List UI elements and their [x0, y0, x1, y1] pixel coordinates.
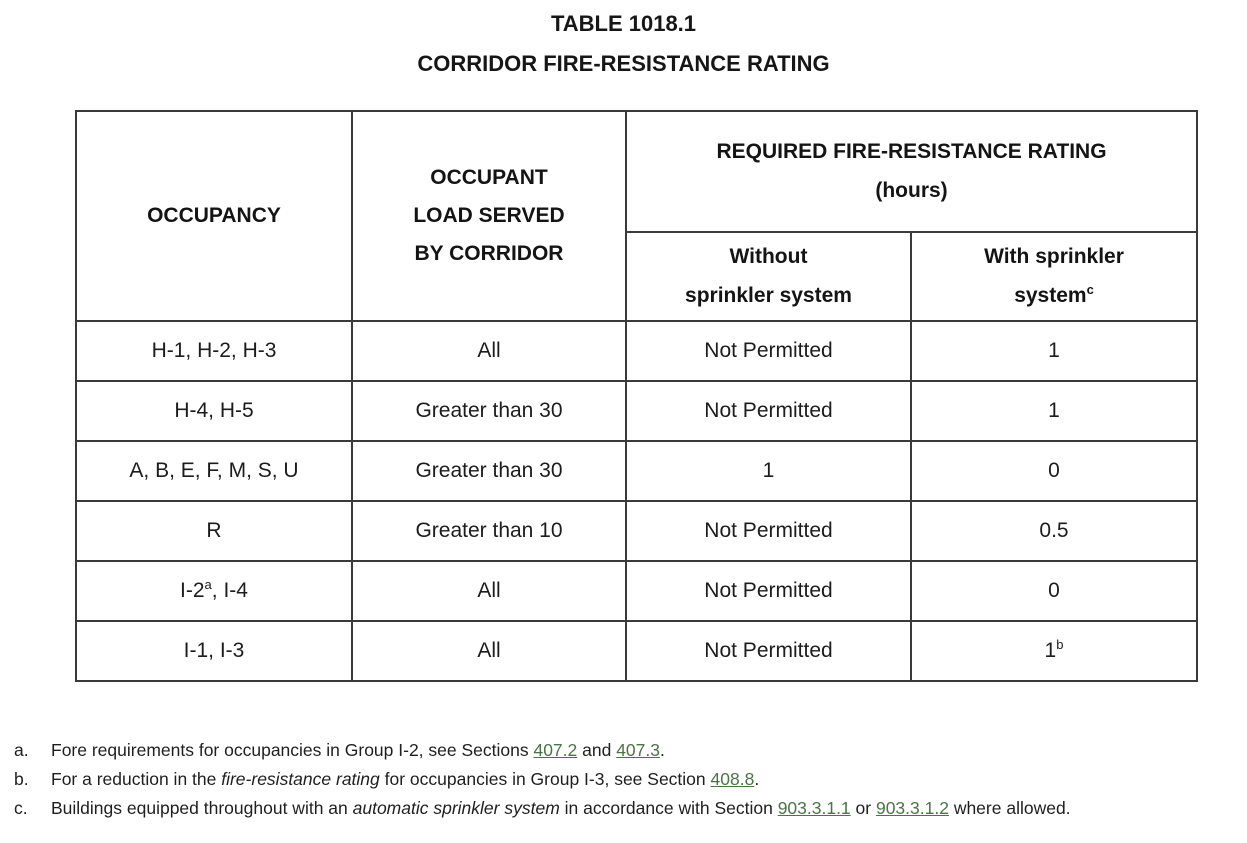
header-occupant-load-line1: OCCUPANT [430, 165, 548, 189]
footnote-c-label: c. [14, 798, 28, 818]
cell-occupant-load: All [352, 321, 626, 381]
header-without-line1: Without [729, 245, 808, 269]
section-link-408-8[interactable]: 408.8 [710, 769, 755, 789]
cell-occupant-load: Greater than 10 [352, 501, 626, 561]
cell-with-sprinkler: 1$^b$ [911, 621, 1197, 681]
footnote-b-text: For a reduction in the fire-resistance rating for occupancies in Group I-3, see Section 408.8. [51, 769, 760, 789]
header-occupant-load [352, 111, 626, 321]
term-fire-resistance-rating: fire-resistance rating [221, 769, 380, 789]
footnote-c-text: Buildings equipped throughout with an automatic sprinkler system in accordance with Section 903.3.1.1 or 903.3.1.2 where allowed. [51, 798, 1071, 818]
table-title-number: TABLE 1018.1 [550, 11, 697, 36]
header-with-line1: With sprinkler [984, 245, 1124, 269]
header-occupant-load-line3: BY CORRIDOR [414, 242, 564, 266]
footnote-a-label: a. [14, 740, 29, 760]
cell-without-sprinkler: Not Permitted [626, 381, 911, 441]
footnote-c [0, 794, 1247, 823]
footnote-b-label: b. [14, 769, 29, 789]
header-occupancy-label: OCCUPANCY [147, 203, 281, 227]
header-occupancy [76, 111, 352, 321]
table-row [76, 621, 1197, 681]
footnote-a-text: Fore requirements for occupancies in Group I-2, see Sections 407.2 and 407.3. [51, 740, 665, 760]
cell-occupancy: H-1, H-2, H-3 [76, 321, 352, 381]
footnote-marker-a: a [204, 577, 212, 592]
table-title-caption: CORRIDOR FIRE-RESISTANCE RATING [417, 51, 830, 76]
cell-with-sprinkler: 1 [911, 381, 1197, 441]
table-title [0, 4, 1247, 84]
header-occupant-load-line2: LOAD SERVED [413, 203, 565, 227]
cell-occupancy: A, B, E, F, M, S, U [76, 441, 352, 501]
table-row [76, 381, 1197, 441]
cell-occupancy: R [76, 501, 352, 561]
table-row [76, 561, 1197, 621]
header-rating-group [626, 111, 1197, 232]
cell-without-sprinkler: Not Permitted [626, 621, 911, 681]
section-link-903-3-1-2[interactable]: 903.3.1.2 [875, 798, 949, 818]
section-link-407-3[interactable]: 407.3 [616, 740, 660, 760]
footnote-marker-b: b [1056, 637, 1064, 652]
cell-without-sprinkler: Not Permitted [626, 501, 911, 561]
cell-occupancy: I-2$^a$, I-4 [76, 561, 352, 621]
header-rating-line2: (hours) [875, 178, 948, 202]
cell-occupant-load: All [352, 561, 626, 621]
cell-without-sprinkler: Not Permitted [626, 321, 911, 381]
cell-with-sprinkler: 0 [911, 441, 1197, 501]
cell-without-sprinkler: Not Permitted [626, 561, 911, 621]
table-row [76, 501, 1197, 561]
footnote-b [0, 765, 1247, 794]
footnote-marker-c: c [1086, 281, 1094, 297]
cell-occupant-load: All [352, 621, 626, 681]
cell-with-sprinkler: 1 [911, 321, 1197, 381]
section-link-903-3-1-1[interactable]: 903.3.1.1 [777, 798, 851, 818]
header-without-line2: sprinkler system [685, 283, 852, 307]
footnotes-section [0, 736, 1247, 823]
corridor-fire-resistance-table [75, 110, 1198, 682]
footnote-a [0, 736, 1247, 765]
header-without-sprinkler [626, 232, 911, 321]
cell-without-sprinkler: 1 [626, 441, 911, 501]
cell-occupancy: I-1, I-3 [76, 621, 352, 681]
term-automatic-sprinkler-system: automatic sprinkler system [352, 798, 560, 818]
table-row [76, 321, 1197, 381]
header-with-line2: system [1014, 283, 1087, 307]
table-row [76, 441, 1197, 501]
header-with-line2-wrap [918, 277, 1190, 315]
cell-with-sprinkler: 0 [911, 561, 1197, 621]
cell-with-sprinkler: 0.5 [911, 501, 1197, 561]
cell-occupant-load: Greater than 30 [352, 381, 626, 441]
header-with-sprinkler [911, 232, 1197, 321]
section-link-407-2[interactable]: 407.2 [533, 740, 578, 760]
header-rating-line1: REQUIRED FIRE-RESISTANCE RATING [716, 140, 1107, 164]
cell-occupant-load: Greater than 30 [352, 441, 626, 501]
cell-occupancy: H-4, H-5 [76, 381, 352, 441]
